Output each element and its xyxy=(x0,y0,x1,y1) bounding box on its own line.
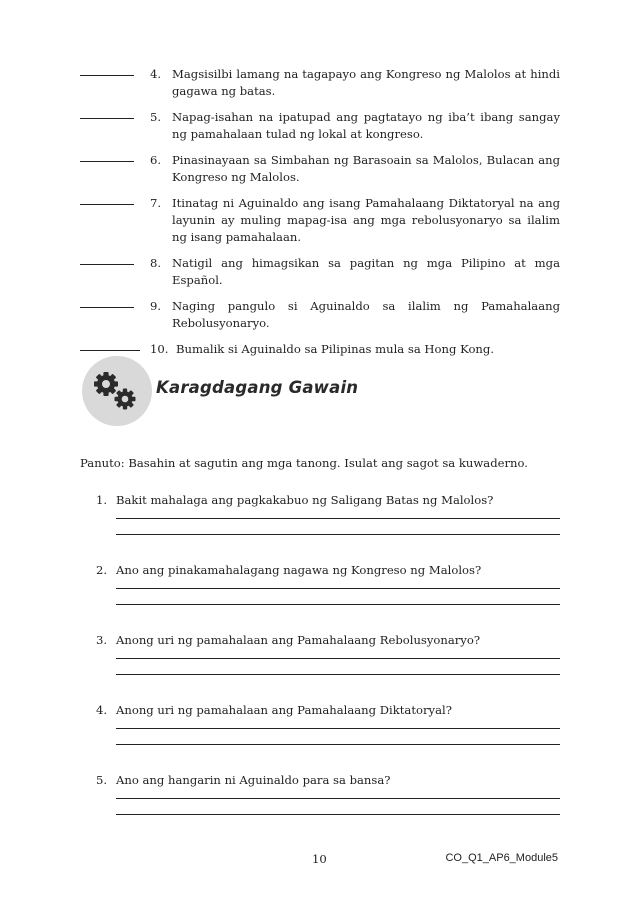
item-number: 9. xyxy=(150,299,162,313)
answer-line[interactable] xyxy=(116,604,560,605)
question-text: Anong uri ng pamahalaan ang Pamahalaang Rebolusyonaryo? xyxy=(116,633,481,647)
list-item xyxy=(80,255,560,289)
answer-line[interactable] xyxy=(116,658,560,659)
item-text: Itinatag ni Aguinaldo ang isang Pamahalaang Diktatoryal na ang layunin ay muling mapag-isa ang mga rebolusyonaryo sa ilalim ng isang pamahalaan. xyxy=(172,196,560,244)
question-item xyxy=(96,492,560,562)
answer-line[interactable] xyxy=(116,814,560,815)
answer-blank[interactable] xyxy=(80,66,134,76)
answer-line[interactable] xyxy=(116,674,560,675)
item-number: 8. xyxy=(150,256,162,270)
question-item xyxy=(96,562,560,632)
question-list xyxy=(96,492,560,842)
item-number: 5. xyxy=(150,110,162,124)
item-text: Magsisilbi lamang na tagapayo ang Kongreso ng Malolos at hindi gagawa ng batas. xyxy=(172,67,560,98)
item-text: Naging pangulo si Aguinaldo sa ilalim ng Pamahalaang Rebolusyonaryo. xyxy=(172,299,560,330)
answer-line[interactable] xyxy=(116,588,560,589)
question-item xyxy=(96,702,560,772)
section-header xyxy=(82,356,412,428)
question-item xyxy=(96,772,560,842)
question-number: 3. xyxy=(96,633,108,647)
question-number: 1. xyxy=(96,493,108,507)
module-code: CO_Q1_AP6_Module5 xyxy=(445,852,558,864)
question-number: 2. xyxy=(96,563,108,577)
question-number: 4. xyxy=(96,703,108,717)
item-number: 10. xyxy=(150,342,169,356)
list-item xyxy=(80,195,560,246)
answer-blank[interactable] xyxy=(80,255,134,265)
answer-line[interactable] xyxy=(116,744,560,745)
question-text: Ano ang pinakamahalagang nagawa ng Kongreso ng Malolos? xyxy=(116,563,482,577)
question-text: Bakit mahalaga ang pagkakabuo ng Saligang Batas ng Malolos? xyxy=(116,493,494,507)
item-text: Bumalik si Aguinaldo sa Pilipinas mula sa Hong Kong. xyxy=(176,342,495,356)
answer-line[interactable] xyxy=(116,518,560,519)
list-item xyxy=(80,66,560,100)
answer-line[interactable] xyxy=(116,728,560,729)
question-text: Anong uri ng pamahalaan ang Pamahalaang Diktatoryal? xyxy=(116,703,452,717)
question-item xyxy=(96,632,560,702)
item-number: 6. xyxy=(150,153,162,167)
item-number: 7. xyxy=(150,196,162,210)
answer-blank[interactable] xyxy=(80,298,134,308)
item-text: Natigil ang himagsikan sa pagitan ng mga Pilipino at mga Español. xyxy=(172,256,560,287)
list-item xyxy=(80,298,560,332)
instructions: Panuto: Basahin at sagutin ang mga tanong. Isulat ang sagot sa kuwaderno. xyxy=(80,456,528,470)
true-false-items xyxy=(80,66,560,367)
answer-line[interactable] xyxy=(116,534,560,535)
answer-blank[interactable] xyxy=(80,341,140,351)
gears-icon xyxy=(82,356,152,426)
question-text: Ano ang hangarin ni Aguinaldo para sa bansa? xyxy=(116,773,391,787)
answer-blank[interactable] xyxy=(80,152,134,162)
list-item xyxy=(80,152,560,186)
item-number: 4. xyxy=(150,67,162,81)
item-text: Napag-isahan na ipatupad ang pagtatayo ng iba’t ibang sangay ng pamahalaan tulad ng lokal at kongreso. xyxy=(172,110,560,141)
page-number: 10 xyxy=(312,852,327,866)
item-text: Pinasinayaan sa Simbahan ng Barasoain sa Malolos, Bulacan ang Kongreso ng Malolos. xyxy=(172,153,560,184)
section-title: Karagdagang Gawain xyxy=(156,378,359,397)
question-number: 5. xyxy=(96,773,108,787)
answer-blank[interactable] xyxy=(80,195,134,205)
list-item xyxy=(80,109,560,143)
answer-blank[interactable] xyxy=(80,109,134,119)
answer-line[interactable] xyxy=(116,798,560,799)
